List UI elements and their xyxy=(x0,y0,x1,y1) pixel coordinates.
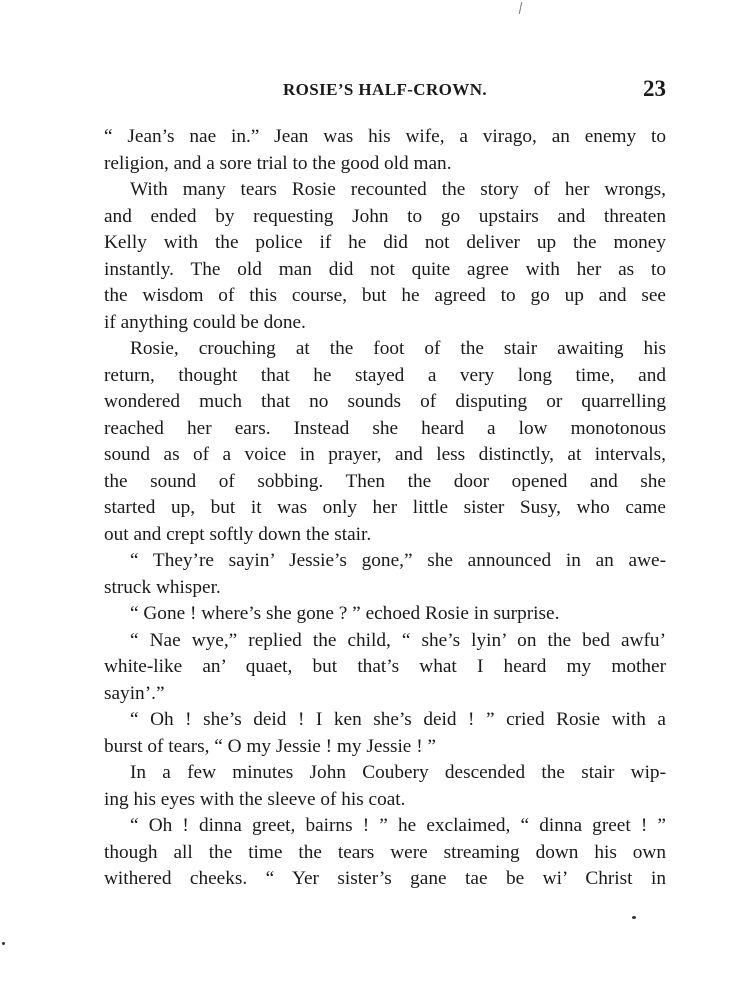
text-line: “ They’re sayin’ Jessie’s gone,” she announced in an awe- xyxy=(130,550,666,571)
page-number: 23 xyxy=(643,76,666,101)
text-line: withered cheeks. “ Yer sister’s gane tae be wi’ Christ in xyxy=(104,868,666,889)
text-line: and ended by requesting John to go upstairs and threaten xyxy=(104,205,666,227)
text-line: white-like an’ quaet, but that’s what I heard my mother xyxy=(104,656,666,677)
running-head: ROSIE’S HALF-CROWN. xyxy=(282,80,488,99)
text-line: out and crept softly down the stair. xyxy=(104,523,372,545)
text-line: return, thought that he stayed a very long time, and xyxy=(104,364,666,386)
text-line: religion, and a sore trial to the good old man. xyxy=(104,152,452,174)
text-line: “ Jean’s nae in.” Jean was his wife, a virago, an enemy to xyxy=(104,126,666,147)
text-line: In a few minutes John Coubery descended the stair wip- xyxy=(130,762,666,783)
text-line: “ Oh ! she’s deid ! I ken she’s deid ! ” cried Rosie with a xyxy=(130,709,666,730)
ink-speck xyxy=(632,916,636,919)
text-line: Rosie, crouching at the foot of the stair awaiting his xyxy=(130,338,666,359)
text-line: the sound of sobbing. Then the door opened and she xyxy=(104,470,666,492)
text-line: sound as of a voice in prayer, and less distinctly, at intervals, xyxy=(104,444,666,465)
text-line: “ Oh ! dinna greet, bairns ! ” he exclaimed, “ dinna greet ! ” xyxy=(130,815,666,836)
body-text xyxy=(104,124,666,893)
text-line: wondered much that no sounds of disputing or quarrelling xyxy=(104,391,666,412)
text-line: With many tears Rosie recounted the story of her wrongs, xyxy=(130,179,666,200)
text-line: “ Nae wye,” replied the child, “ she’s lyin’ on the bed awfu’ xyxy=(130,629,666,651)
text-line: Kelly with the police if he did not deliver up the money xyxy=(104,232,666,253)
text-line: instantly. The old man did not quite agree with her as to xyxy=(104,258,666,280)
text-line: sayin’.” xyxy=(104,682,165,704)
text-line: struck whisper. xyxy=(104,576,221,598)
text-line: reached her ears. Instead she heard a low monotonous xyxy=(104,417,666,439)
text-line: started up, but it was only her little sister Susy, who came xyxy=(104,497,666,518)
page-header xyxy=(104,78,666,106)
text-line: the wisdom of this course, but he agreed to go up and see xyxy=(104,285,666,306)
text-line: “ Gone ! where’s she gone ? ” echoed Rosie in surprise. xyxy=(130,603,560,624)
text-line: burst of tears, “ O my Jessie ! my Jessie ! ” xyxy=(104,735,436,757)
text-line: if anything could be done. xyxy=(104,311,306,333)
page-mark xyxy=(519,2,522,14)
ink-speck xyxy=(2,942,5,945)
text-line: though all the time the tears were streaming down his own xyxy=(104,841,666,863)
text-line: ing his eyes with the sleeve of his coat. xyxy=(104,788,406,810)
